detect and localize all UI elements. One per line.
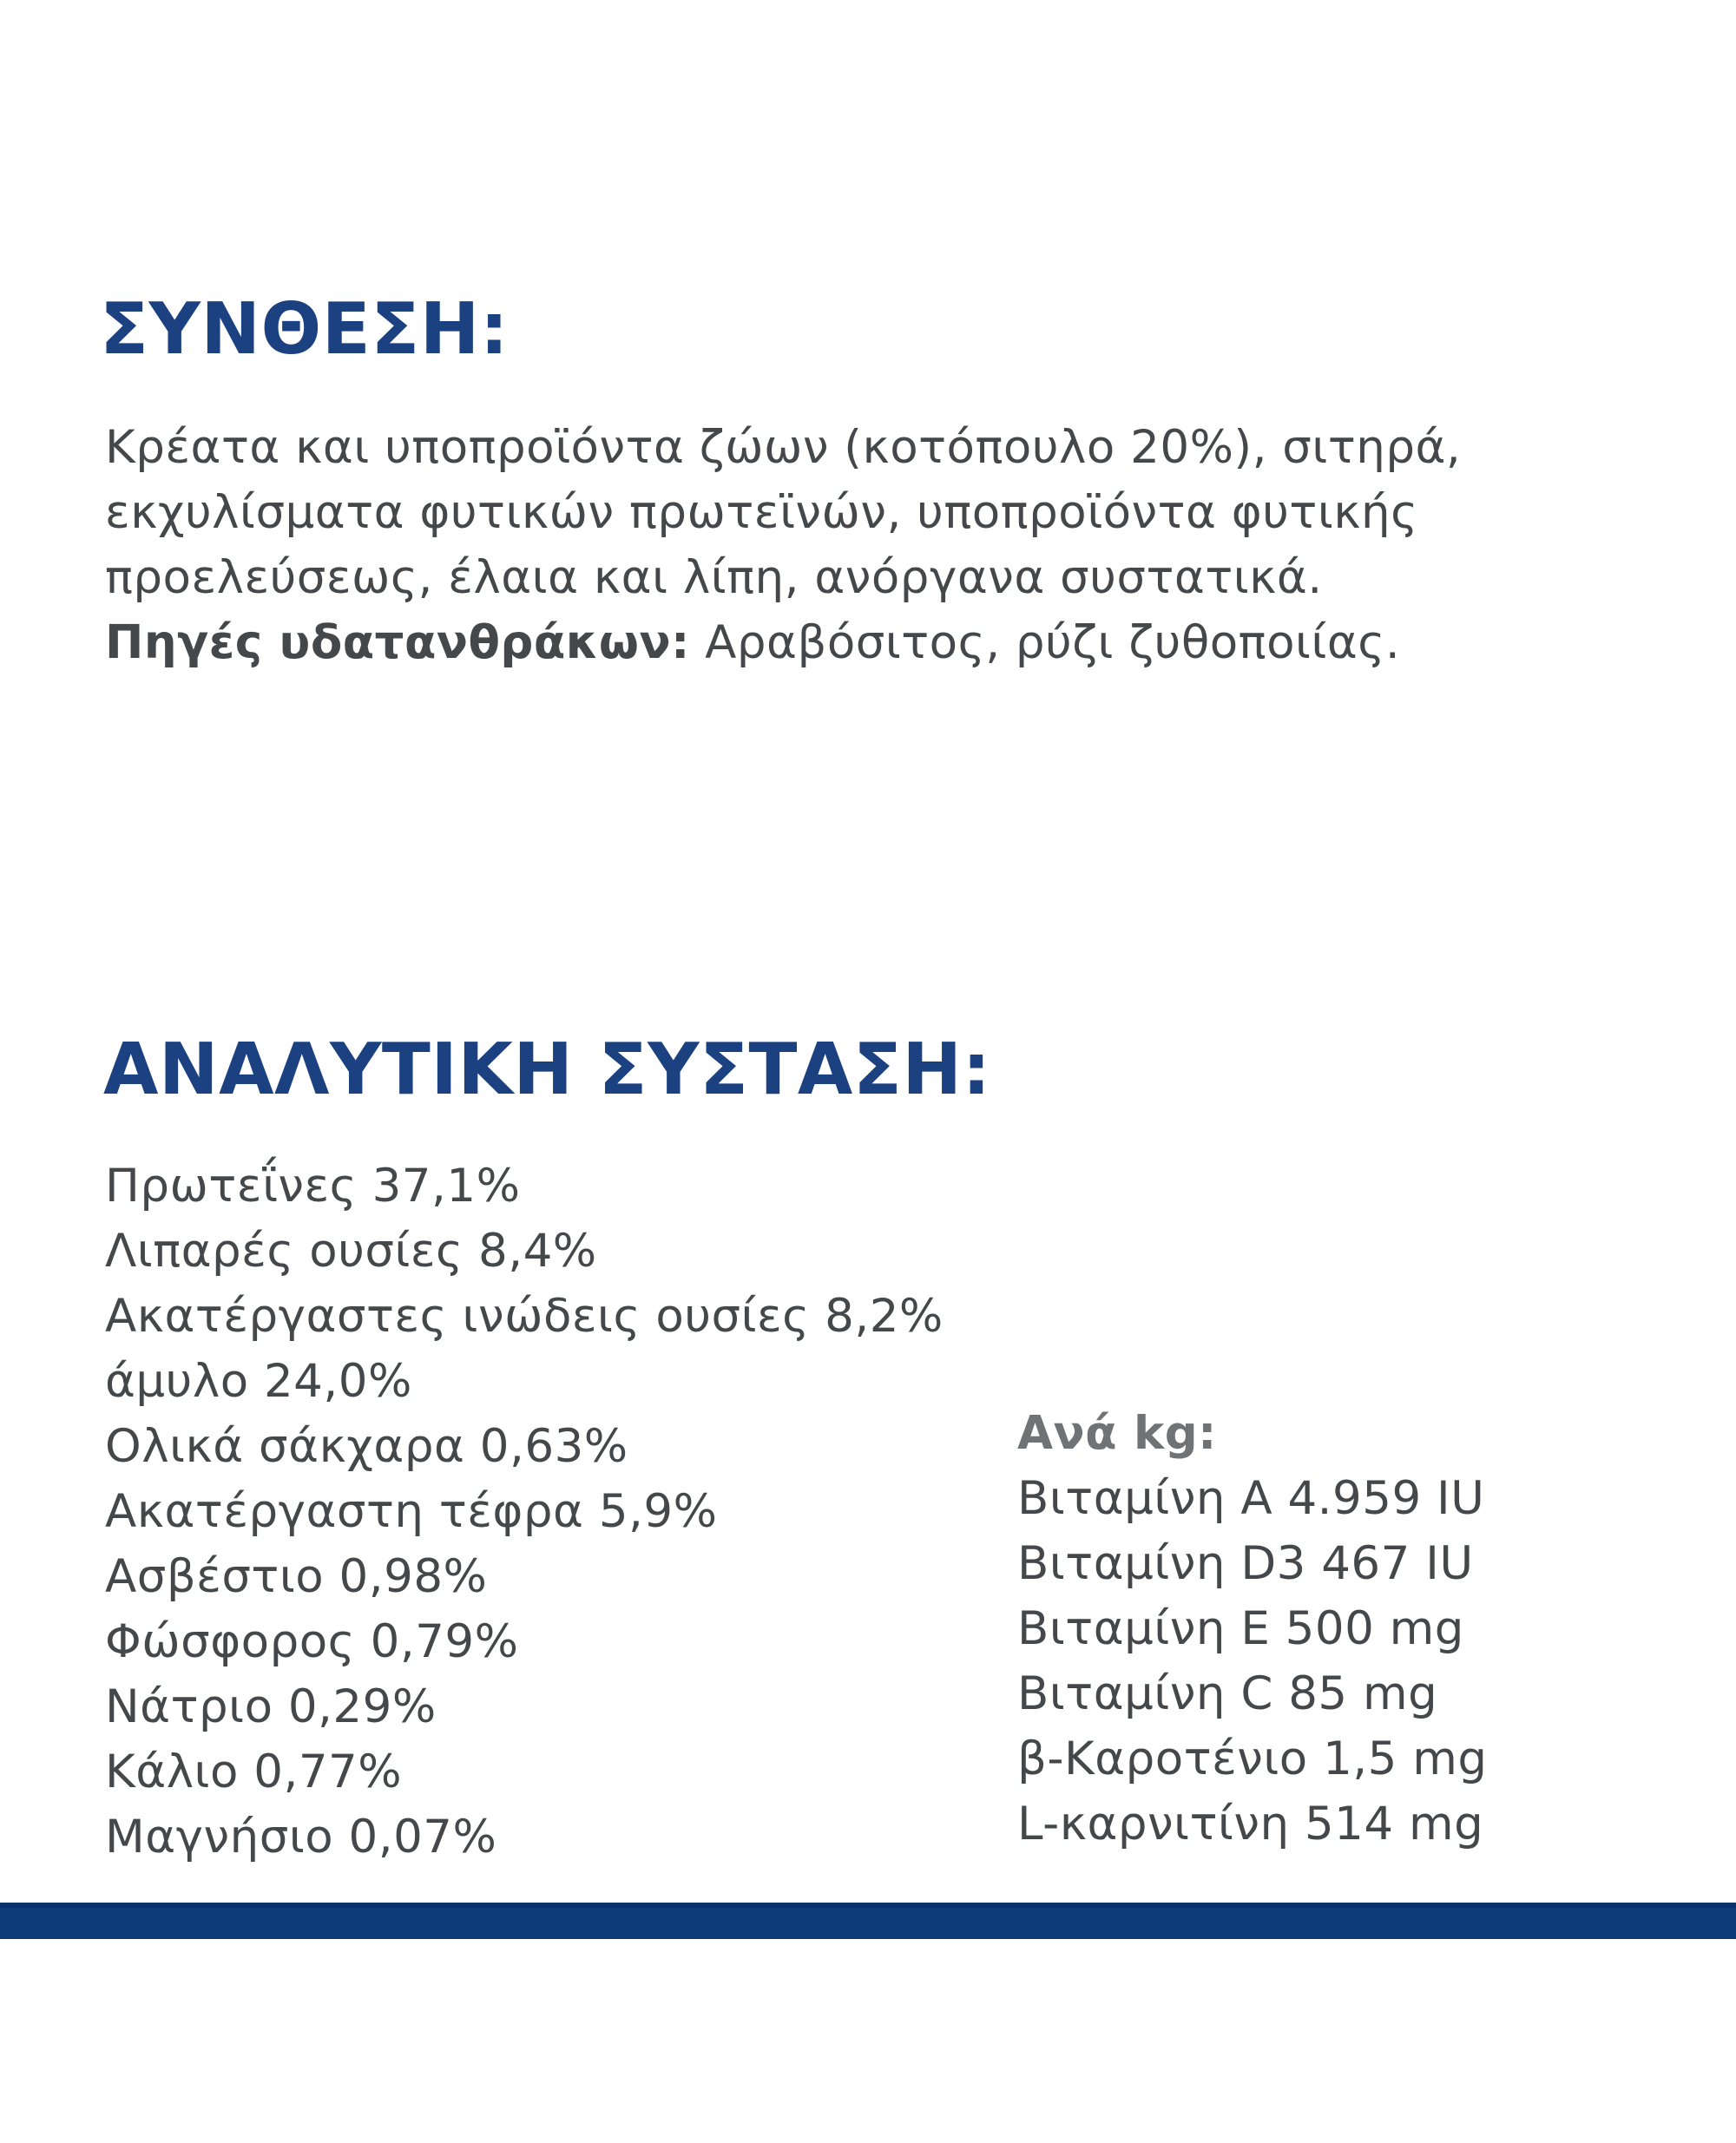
nutrient-item: Ακατέργαστες ινώδεις ουσίες 8,2% bbox=[105, 1290, 944, 1343]
nutrient-item: άμυλο 24,0% bbox=[105, 1355, 412, 1408]
nutrient-item: Πρωτεΐνες 37,1% bbox=[105, 1160, 521, 1213]
per-kg-item: Βιταμίνη A 4.959 IU bbox=[1017, 1472, 1485, 1525]
composition-line: Κρέατα και υποπροϊόντα ζώων (κοτόπουλο 20%), σιτηρά, bbox=[105, 421, 1462, 474]
composition-heading: ΣΥΝΘΕΣΗ: bbox=[100, 288, 510, 371]
carb-sources-value: Αραβόσιτος, ρύζι ζυθοποιίας. bbox=[705, 616, 1401, 669]
nutrient-item: Λιπαρές ουσίες 8,4% bbox=[105, 1225, 597, 1278]
nutrient-item: Ακατέργαστη τέφρα 5,9% bbox=[105, 1485, 718, 1538]
per-kg-item: L-καρνιτίνη 514 mg bbox=[1017, 1798, 1484, 1850]
composition-line bbox=[105, 610, 1461, 675]
carb-sources-label: Πηγές υδατανθράκων: bbox=[105, 616, 690, 669]
per-kg-item: Βιταμίνη C 85 mg bbox=[1017, 1667, 1438, 1720]
nutrient-item: Νάτριο 0,29% bbox=[105, 1680, 437, 1733]
per-kg-item: Βιταμίνη E 500 mg bbox=[1017, 1602, 1464, 1655]
per-kg-label: Ανά kg: bbox=[1017, 1407, 1217, 1460]
bottom-bar bbox=[0, 1903, 1736, 1939]
nutrient-item: Κάλιο 0,77% bbox=[105, 1745, 403, 1798]
nutrient-item: Φώσφορος 0,79% bbox=[105, 1615, 519, 1668]
composition-paragraph bbox=[105, 415, 1461, 675]
nutrient-list bbox=[105, 1154, 944, 1870]
per-kg-item: β-Καροτένιο 1,5 mg bbox=[1017, 1732, 1488, 1785]
per-kg-list bbox=[1017, 1466, 1487, 1857]
analytical-heading: ΑΝΑΛΥΤΙΚΗ ΣΥΣΤΑΣΗ: bbox=[103, 1029, 991, 1111]
composition-line: προελεύσεως, έλαια και λίπη, ανόργανα συστατικά. bbox=[105, 551, 1323, 604]
nutrient-item: Ασβέστιο 0,98% bbox=[105, 1550, 488, 1603]
per-kg-item: Βιταμίνη D3 467 IU bbox=[1017, 1537, 1474, 1590]
per-kg-block bbox=[1017, 1401, 1487, 1857]
nutrient-item: Μαγνήσιο 0,07% bbox=[105, 1811, 497, 1864]
nutrient-item: Ολικά σάκχαρα 0,63% bbox=[105, 1420, 628, 1473]
composition-line: εκχυλίσματα φυτικών πρωτεϊνών, υποπροϊόντα φυτικής bbox=[105, 486, 1418, 539]
